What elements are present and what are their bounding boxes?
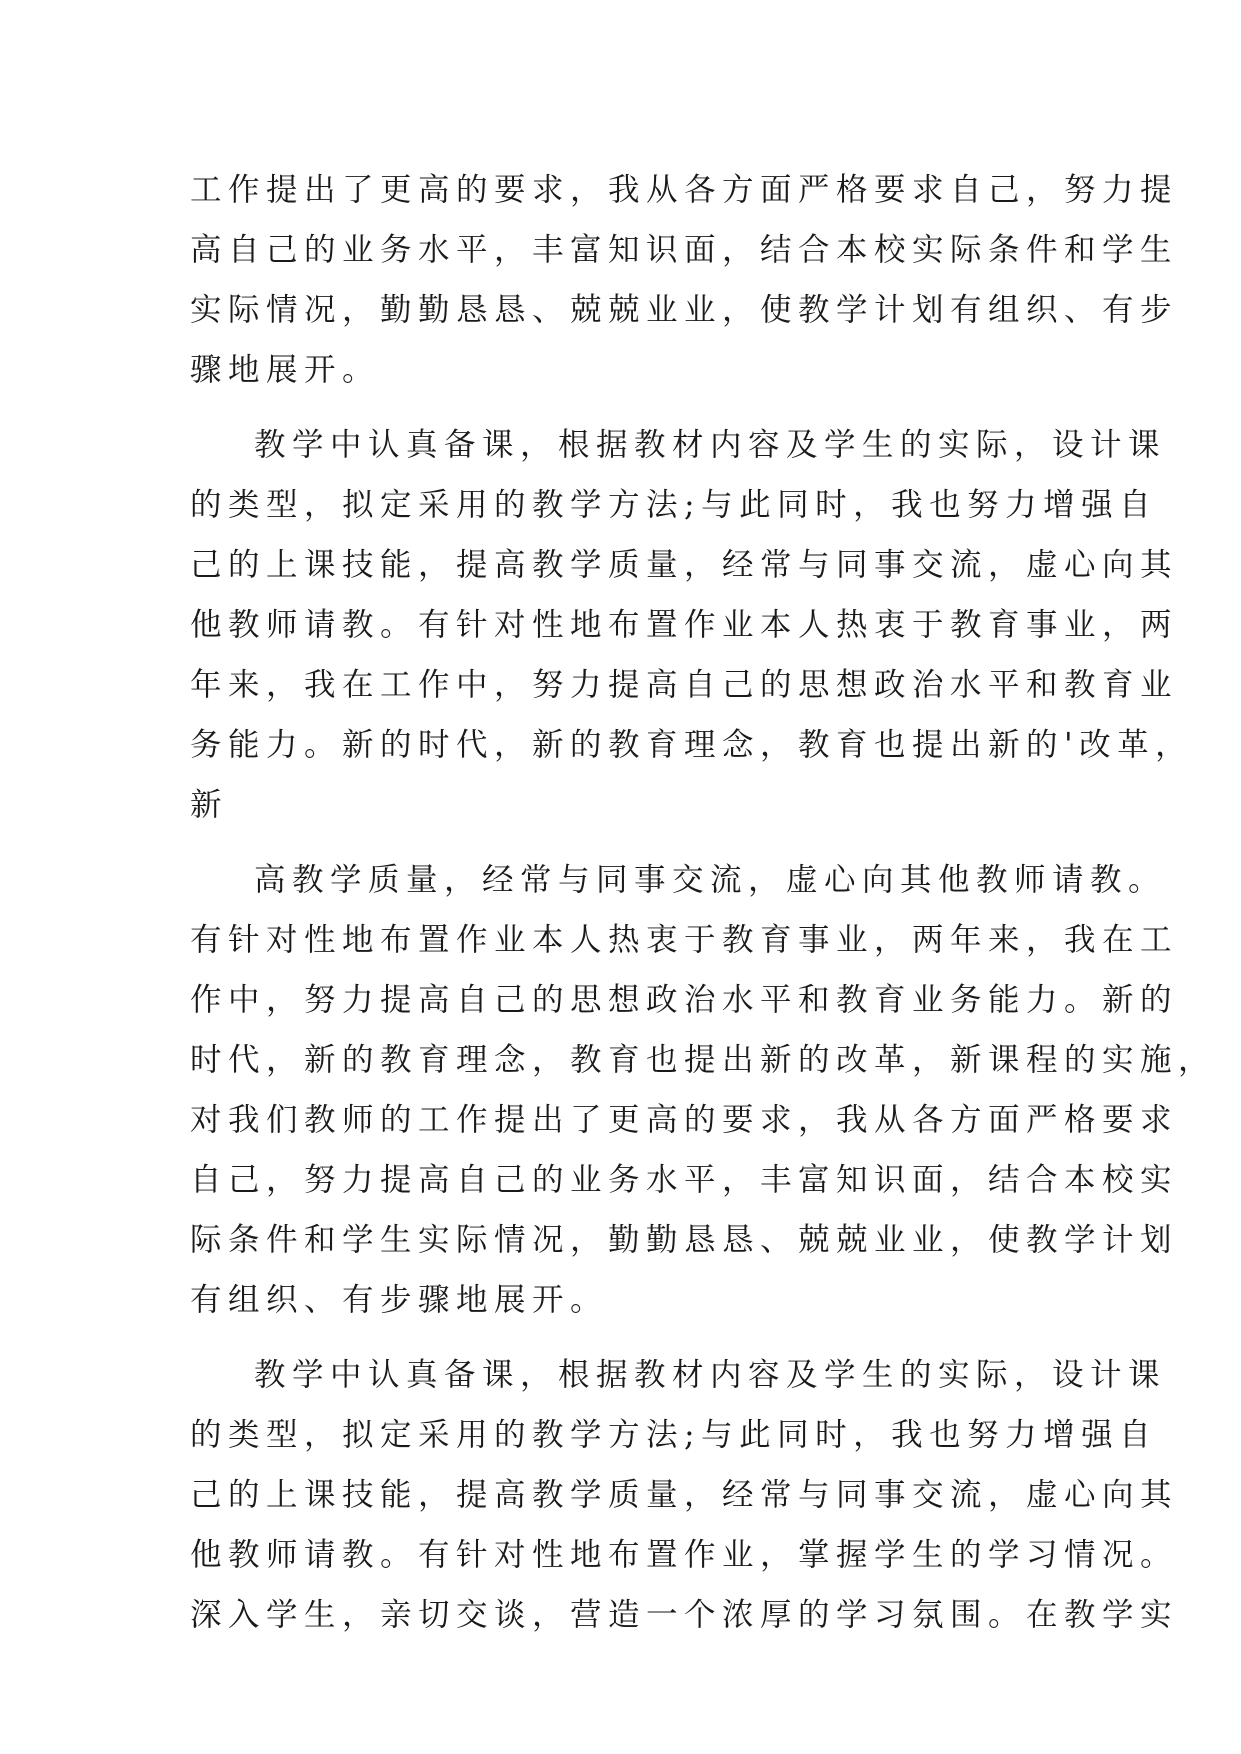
text-line: 己的上课技能，提高教学质量，经常与同事交流，虚心向其 — [190, 1477, 1179, 1513]
text-line: 高教学质量，经常与同事交流，虚心向其他教师请教。 — [254, 862, 1167, 898]
text-line: 深入学生，亲切交谈，营造一个浓厚的学习氛围。在教学实 — [190, 1597, 1179, 1633]
text-line: 他教师请教。有针对性地布置作业，掌握学生的学习情况。 — [190, 1537, 1179, 1573]
text-line: 实际情况，勤勤恳恳、兢兢业业，使教学计划有组织、有步 — [190, 292, 1179, 328]
text-line: 教学中认真备课，根据教材内容及学生的实际，设计课 — [254, 427, 1167, 463]
text-line: 工作提出了更高的要求，我从各方面严格要求自己，努力提 — [190, 172, 1179, 208]
text-line: 骤地展开。 — [190, 352, 381, 388]
text-line: 自己，努力提高自己的业务水平，丰富知识面，结合本校实 — [190, 1162, 1179, 1198]
text-line: 年来，我在工作中，努力提高自己的思想政治水平和教育业 — [190, 667, 1179, 703]
text-line: 有针对性地布置作业本人热衷于教育事业，两年来，我在工 — [190, 922, 1179, 958]
document-body — [190, 160, 1217, 1645]
text-line: 对我们教师的工作提出了更高的要求，我从各方面严格要求 — [190, 1102, 1179, 1138]
text-line: 的类型，拟定采用的教学方法;与此同时，我也努力增强自 — [190, 1417, 1158, 1453]
text-line: 时代，新的教育理念，教育也提出新的改革，新课程的实施， — [190, 1042, 1217, 1078]
text-line: 有组织、有步骤地展开。 — [190, 1282, 609, 1318]
text-line: 的类型，拟定采用的教学方法;与此同时，我也努力增强自 — [190, 487, 1158, 523]
text-line: 己的上课技能，提高教学质量，经常与同事交流，虚心向其 — [190, 547, 1179, 583]
text-line: 高自己的业务水平，丰富知识面，结合本校实际条件和学生 — [190, 232, 1179, 268]
text-line: 作中，努力提高自己的思想政治水平和教育业务能力。新的 — [190, 982, 1179, 1018]
text-line: 教学中认真备课，根据教材内容及学生的实际，设计课 — [254, 1357, 1167, 1393]
text-line: 务能力。新的时代，新的教育理念，教育也提出新的'改革， — [190, 727, 1194, 763]
text-line: 际条件和学生实际情况，勤勤恳恳、兢兢业业，使教学计划 — [190, 1222, 1179, 1258]
text-line: 新 — [190, 787, 229, 823]
text-line: 他教师请教。有针对性地布置作业本人热衷于教育事业，两 — [190, 607, 1179, 643]
